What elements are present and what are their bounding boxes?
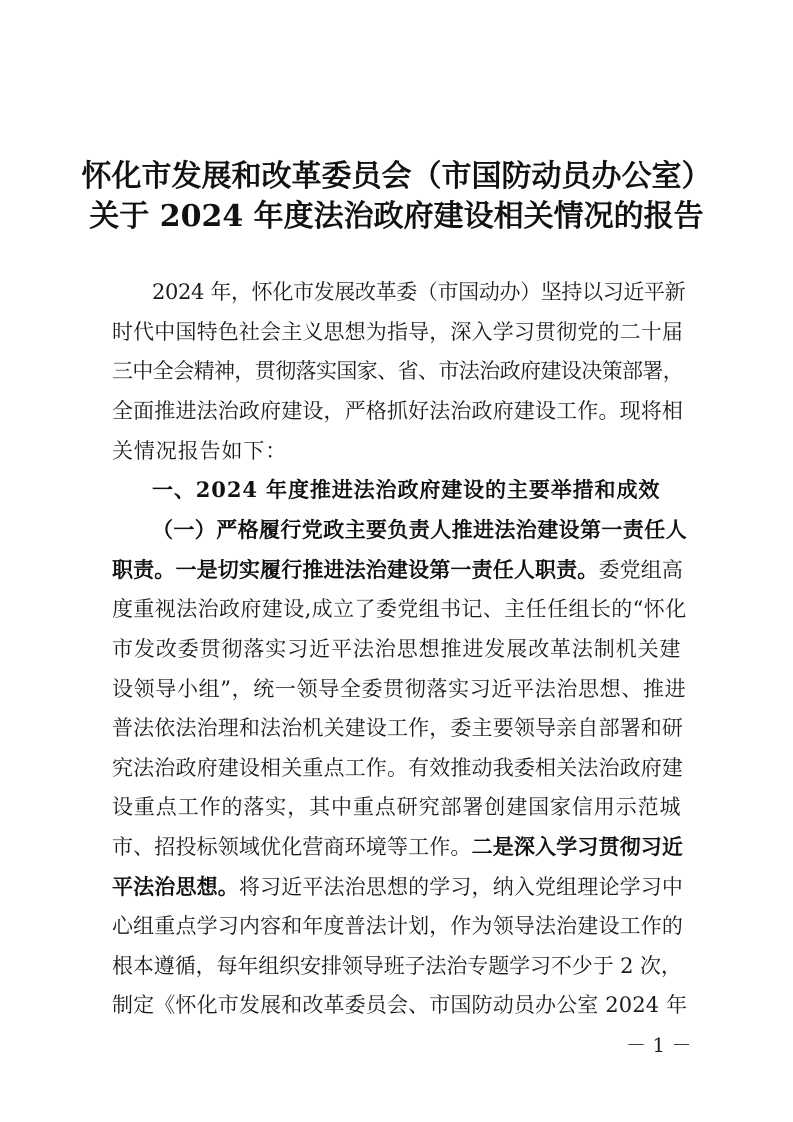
- paragraph-line: [112, 556, 686, 584]
- body-text: 市、招投标领域优化营商环境等工作。: [112, 835, 472, 859]
- intro-paragraph-line: 关情况报告如下：: [112, 439, 288, 463]
- body-text: 将习近平法治思想的学习，纳入党组理论学习中: [238, 875, 684, 899]
- document-title-line-2: 关于 2024 年度法治政府建设相关情况的报告: [89, 199, 704, 234]
- paragraph-line: 普法依法治理和法治机关建设工作，委主要领导亲自部署和研: [112, 716, 684, 740]
- page-number: － 1 －: [626, 1033, 692, 1057]
- subsection-heading-line: （一）严格履行党政主要负责人推进法治建设第一责任人: [152, 517, 687, 542]
- paragraph-line: 设重点工作的落实，其中重点研究部署创建国家信用示范城: [112, 795, 682, 819]
- paragraph-line: 市发改委贯彻落实习近平法治思想推进发展改革法制机关建: [112, 637, 682, 661]
- paragraph-line: 究法治政府建设相关重点工作。有效推动我委相关法治政府建: [112, 756, 684, 780]
- bold-lead-text: 二是深入学习贯彻习近: [471, 834, 684, 859]
- body-text: 委党组高: [598, 558, 684, 582]
- paragraph-line: 设领导小组”，统一领导全委贯彻落实习近平法治思想、推进: [112, 677, 687, 701]
- paragraph-line: [112, 833, 686, 861]
- bold-lead-text: 职责。一是切实履行推进法治建设第一责任人职责。: [112, 557, 599, 582]
- intro-paragraph-line: 时代中国特色社会主义思想为指导，深入学习贯彻党的二十届: [112, 320, 684, 344]
- paragraph-line: 根本遵循，每年组织安排领导班子法治专题学习不少于 2 次，: [112, 954, 682, 978]
- bold-lead-text: 平法治思想。: [112, 874, 239, 899]
- paragraph-line: 度重视法治政府建设,成立了委党组书记、主任任组长的“怀化: [112, 597, 687, 621]
- paragraph-line: 心组重点学习内容和年度普法计划，作为领导法治建设工作的: [112, 914, 684, 938]
- paragraph-line: [112, 873, 686, 901]
- paragraph-line: 制定《怀化市发展和改革委员会、市国防动员办公室 2024 年: [112, 993, 688, 1017]
- intro-paragraph-line: 全面推进法治政府建设，严格抓好法治政府建设工作。现将相: [112, 399, 684, 423]
- document-title-line-1: 怀化市发展和改革委员会（市国防动员办公室）: [81, 159, 712, 194]
- section-heading: 一、2024 年度推进法治政府建设的主要举措和成效: [152, 477, 661, 502]
- intro-paragraph-line: 2024 年，怀化市发展改革委（市国动办）坚持以习近平新: [152, 280, 686, 304]
- intro-paragraph-line: 三中全会精神，贯彻落实国家、省、市法治政府建设决策部署，: [112, 359, 684, 383]
